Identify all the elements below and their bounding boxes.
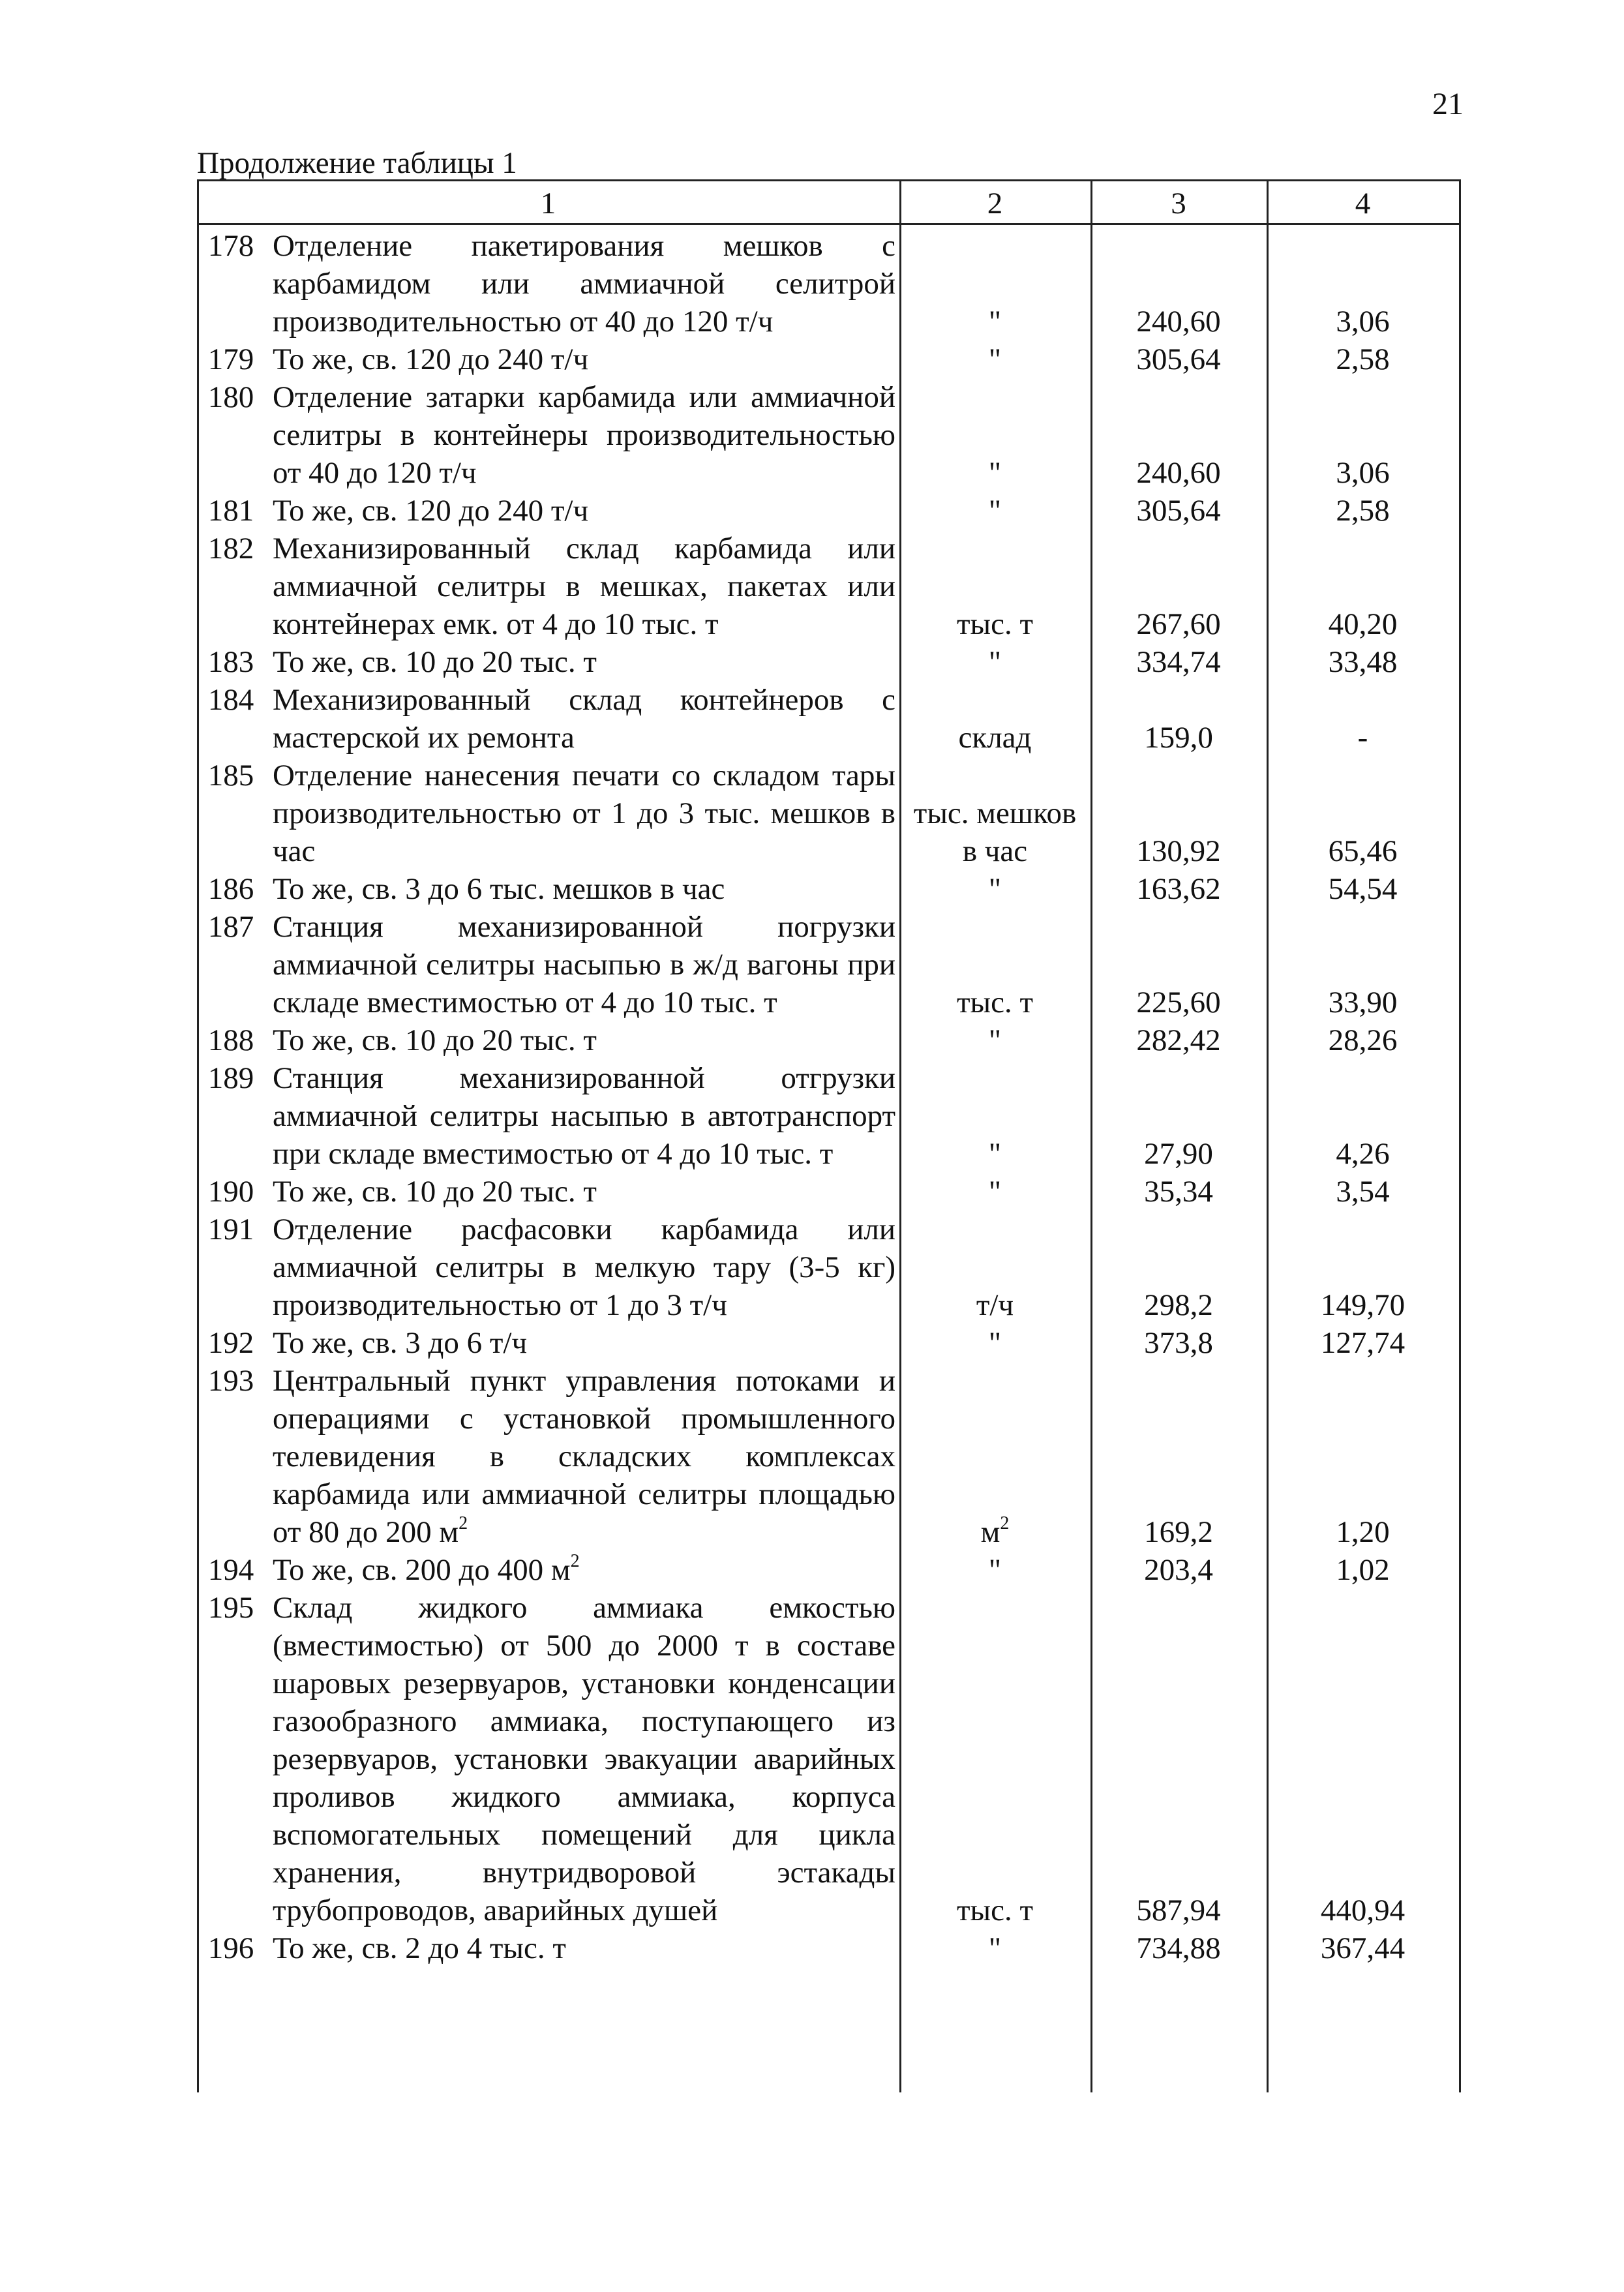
row-unit-text: тыс. мешков: [913, 796, 1077, 830]
row-name-text: Склад жидкого аммиака емкостью (вместимостью) от 500 до 2000 т в составе шаровых резервуаров, установки конденсации газообразного аммиака, поступающего из резервуаров, установки эвакуации аварийных проливов жидкого аммиака, корпуса вспомогательных помещений для цикла хранения, внутридворовой эстакады трубопроводов, аварийных душей: [273, 1591, 895, 1927]
row-unit: [899, 1173, 1090, 1211]
row-unit-text: тыс. т: [956, 986, 1034, 1019]
row-unit-superscript: 2: [1000, 1513, 1010, 1533]
row-unit: [899, 719, 1090, 757]
row-name-text: Центральный пункт управления потоками и операциями с установкой промышленного телевидения в складских комплексах карбамида или аммиачной селитры площадью от 80 до 200 м: [273, 1364, 895, 1549]
row-name-text: То же, св. 200 до 400 м: [273, 1553, 571, 1587]
row-value-col4: 4,26: [1336, 1137, 1390, 1171]
table-row: [197, 908, 1461, 1021]
row-name-text: Станция механизированной погрузки аммиачной селитры насыпью в ж/д вагоны при складе вместимостью от 4 до 10 тыс. т: [273, 910, 895, 1019]
row-number: 192: [207, 1326, 254, 1360]
row-unit-text: ": [988, 1931, 1002, 1965]
row-value-col3: 159,0: [1144, 721, 1213, 755]
row-number: 189: [207, 1061, 254, 1095]
row-unit-text: ": [988, 342, 1002, 376]
row-unit-text: ": [988, 645, 1002, 679]
row-name-text: То же, св. 2 до 4 тыс. т: [273, 1931, 566, 1965]
table-row: [197, 1929, 1461, 1967]
row-value-col4: 440,94: [1320, 1893, 1406, 1927]
row-unit-text: ": [988, 1023, 1002, 1057]
row-unit-text: ": [988, 456, 1002, 490]
row-name-text: То же, св. 10 до 20 тыс. т: [273, 1023, 597, 1057]
row-number: 183: [207, 645, 254, 679]
row-value-col3: 240,60: [1136, 456, 1221, 490]
row-value-col3: 240,60: [1136, 305, 1221, 339]
table-row: [197, 1173, 1461, 1211]
table-row: [197, 1324, 1461, 1362]
row-value-col3: 587,94: [1136, 1893, 1221, 1927]
row-name: [273, 492, 895, 530]
row-name-superscript: 2: [459, 1513, 468, 1533]
row-unit: [899, 1286, 1090, 1324]
row-name: [273, 340, 895, 378]
table-row: [197, 681, 1461, 757]
row-number: 194: [207, 1553, 254, 1587]
row-name: [273, 1929, 895, 1967]
row-name: [273, 1021, 895, 1059]
row-name: [273, 227, 895, 340]
table-row: [197, 340, 1461, 378]
row-value-col4: 127,74: [1320, 1326, 1406, 1360]
row-value-col3: 203,4: [1144, 1553, 1213, 1587]
header-col-1: 1: [540, 187, 556, 220]
row-unit-text: ": [988, 305, 1002, 339]
row-unit-text-line2: в час: [962, 834, 1028, 868]
row-name: [273, 1589, 895, 1929]
row-number: 178: [207, 229, 254, 263]
row-name-text: То же, св. 120 до 240 т/ч: [273, 494, 589, 528]
row-name: [273, 1211, 895, 1324]
row-number: 179: [207, 342, 254, 376]
row-name: [273, 1173, 895, 1211]
table-row: [197, 1059, 1461, 1173]
row-number: 187: [207, 910, 254, 944]
table-caption: Продолжение таблицы 1: [197, 146, 517, 180]
row-value-col3: 35,34: [1144, 1175, 1213, 1209]
row-value-col4: 149,70: [1320, 1288, 1406, 1322]
row-unit-text: ": [988, 1175, 1002, 1209]
row-unit-text: тыс. т: [956, 1893, 1034, 1927]
row-name: [273, 530, 895, 643]
header-col-3: 3: [1171, 187, 1186, 220]
table-row: [197, 492, 1461, 530]
row-number: 190: [207, 1175, 254, 1209]
row-unit-text: ": [988, 494, 1002, 528]
header-col-2: 2: [987, 187, 1003, 220]
row-value-col3: 373,8: [1144, 1326, 1213, 1360]
row-value-col4: 33,90: [1328, 986, 1398, 1019]
row-value-col3: 282,42: [1136, 1023, 1221, 1057]
table-row: [197, 530, 1461, 643]
table-row: [197, 227, 1461, 340]
table-row: [197, 643, 1461, 681]
row-name-text: Станция механизированной отгрузки аммиачной селитры насыпью в автотранспорт при складе вместимостью от 4 до 10 тыс. т: [273, 1061, 895, 1171]
row-number: 181: [207, 494, 254, 528]
row-unit: [899, 794, 1090, 870]
row-value-col3: 305,64: [1136, 342, 1221, 376]
row-unit: [899, 1513, 1090, 1551]
row-number: 186: [207, 872, 254, 906]
row-value-col3: 225,60: [1136, 986, 1221, 1019]
row-unit: [899, 984, 1090, 1021]
data-table: [197, 179, 1461, 2090]
row-unit: [899, 1929, 1090, 1967]
row-value-col3: 734,88: [1136, 1931, 1221, 1965]
table-row: [197, 757, 1461, 870]
row-number: 191: [207, 1213, 254, 1246]
row-name: [273, 1362, 895, 1551]
row-unit: [899, 1324, 1090, 1362]
row-name-text: Отделение затарки карбамида или аммиачной селитры в контейнеры производительностью от 40 до 120 т/ч: [273, 380, 895, 490]
row-value-col4: 1,20: [1336, 1515, 1390, 1549]
row-value-col4: 367,44: [1320, 1931, 1406, 1965]
row-unit-text: склад: [958, 721, 1032, 755]
row-unit: [899, 454, 1090, 492]
row-unit-text: ": [988, 1137, 1002, 1171]
row-unit-text: ": [988, 1326, 1002, 1360]
row-value-col3: 163,62: [1136, 872, 1221, 906]
row-value-col4: 40,20: [1328, 607, 1398, 641]
row-value-col3: 305,64: [1136, 494, 1221, 528]
table-row: [197, 1021, 1461, 1059]
row-name: [273, 1059, 895, 1173]
row-unit: [899, 643, 1090, 681]
row-number: 193: [207, 1364, 254, 1398]
row-name: [273, 908, 895, 1021]
page-number: 21: [1432, 87, 1464, 121]
row-unit: [899, 1021, 1090, 1059]
row-value-col4: 2,58: [1336, 342, 1390, 376]
row-value-col4: 3,06: [1336, 305, 1390, 339]
table-row: [197, 1211, 1461, 1324]
row-name: [273, 378, 895, 492]
row-unit: [899, 1551, 1090, 1589]
table-row: [197, 1589, 1461, 1929]
row-name-text: То же, св. 10 до 20 тыс. т: [273, 645, 597, 679]
row-unit-text: ": [988, 872, 1002, 906]
row-number: 184: [207, 683, 254, 717]
row-value-col3: 130,92: [1136, 834, 1221, 868]
row-name: [273, 643, 895, 681]
row-number: 188: [207, 1023, 254, 1057]
row-value-col3: 267,60: [1136, 607, 1221, 641]
table-row: [197, 870, 1461, 908]
row-value-col4: 28,26: [1328, 1023, 1398, 1057]
row-value-col4: 1,02: [1336, 1553, 1390, 1587]
row-value-col4: -: [1357, 721, 1368, 755]
row-name-text: Отделение пакетирования мешков с карбамидом или аммиачной селитрой производительностью от 40 до 120 т/ч: [273, 229, 895, 339]
row-number: 196: [207, 1931, 254, 1965]
row-value-col4: 3,54: [1336, 1175, 1390, 1209]
row-unit-text: ": [988, 1553, 1002, 1587]
row-name-text: То же, св. 120 до 240 т/ч: [273, 342, 589, 376]
row-number: 180: [207, 380, 254, 414]
row-value-col4: 65,46: [1328, 834, 1398, 868]
row-name: [273, 757, 895, 870]
row-name: [273, 681, 895, 757]
table-row: [197, 1362, 1461, 1551]
table-row: [197, 1551, 1461, 1589]
row-unit: [899, 605, 1090, 643]
row-number: 195: [207, 1591, 254, 1625]
row-number: 185: [207, 759, 254, 792]
row-value-col3: 27,90: [1144, 1137, 1213, 1171]
row-name-text: То же, св. 3 до 6 т/ч: [273, 1326, 528, 1360]
row-value-col3: 298,2: [1144, 1288, 1213, 1322]
row-unit: [899, 1892, 1090, 1929]
header-col-4: 4: [1355, 187, 1371, 220]
row-value-col3: 169,2: [1144, 1515, 1213, 1549]
row-name: [273, 870, 895, 908]
row-number: 182: [207, 532, 254, 565]
row-name-text: То же, св. 3 до 6 тыс. мешков в час: [273, 872, 725, 906]
row-name: [273, 1551, 895, 1589]
row-unit-text: м: [980, 1515, 1000, 1549]
row-name: [273, 1324, 895, 1362]
row-name-superscript: 2: [570, 1551, 580, 1571]
row-unit: [899, 492, 1090, 530]
row-unit-text: тыс. т: [956, 607, 1034, 641]
row-unit: [899, 303, 1090, 340]
row-unit: [899, 1135, 1090, 1173]
row-unit-text: т/ч: [976, 1288, 1014, 1322]
row-unit: [899, 870, 1090, 908]
row-name-text: Механизированный склад контейнеров с мастерской их ремонта: [273, 683, 895, 755]
row-value-col3: 334,74: [1136, 645, 1221, 679]
row-value-col4: 54,54: [1328, 872, 1398, 906]
row-name-text: То же, св. 10 до 20 тыс. т: [273, 1175, 597, 1209]
row-name-text: Механизированный склад карбамида или аммиачной селитры в мешках, пакетах или контейнерах емк. от 4 до 10 тыс. т: [273, 532, 895, 641]
header-rule: [197, 223, 1461, 225]
row-name-text: Отделение нанесения печати со складом тары производительностью от 1 до 3 тыс. мешков в час: [273, 759, 895, 868]
row-unit: [899, 340, 1090, 378]
row-name-text: Отделение расфасовки карбамида или аммиачной селитры в мелкую тару (3-5 кг) производительностью от 1 до 3 т/ч: [273, 1213, 895, 1322]
table-row: [197, 378, 1461, 492]
row-value-col4: 2,58: [1336, 494, 1390, 528]
row-value-col4: 33,48: [1328, 645, 1398, 679]
row-value-col4: 3,06: [1336, 456, 1390, 490]
